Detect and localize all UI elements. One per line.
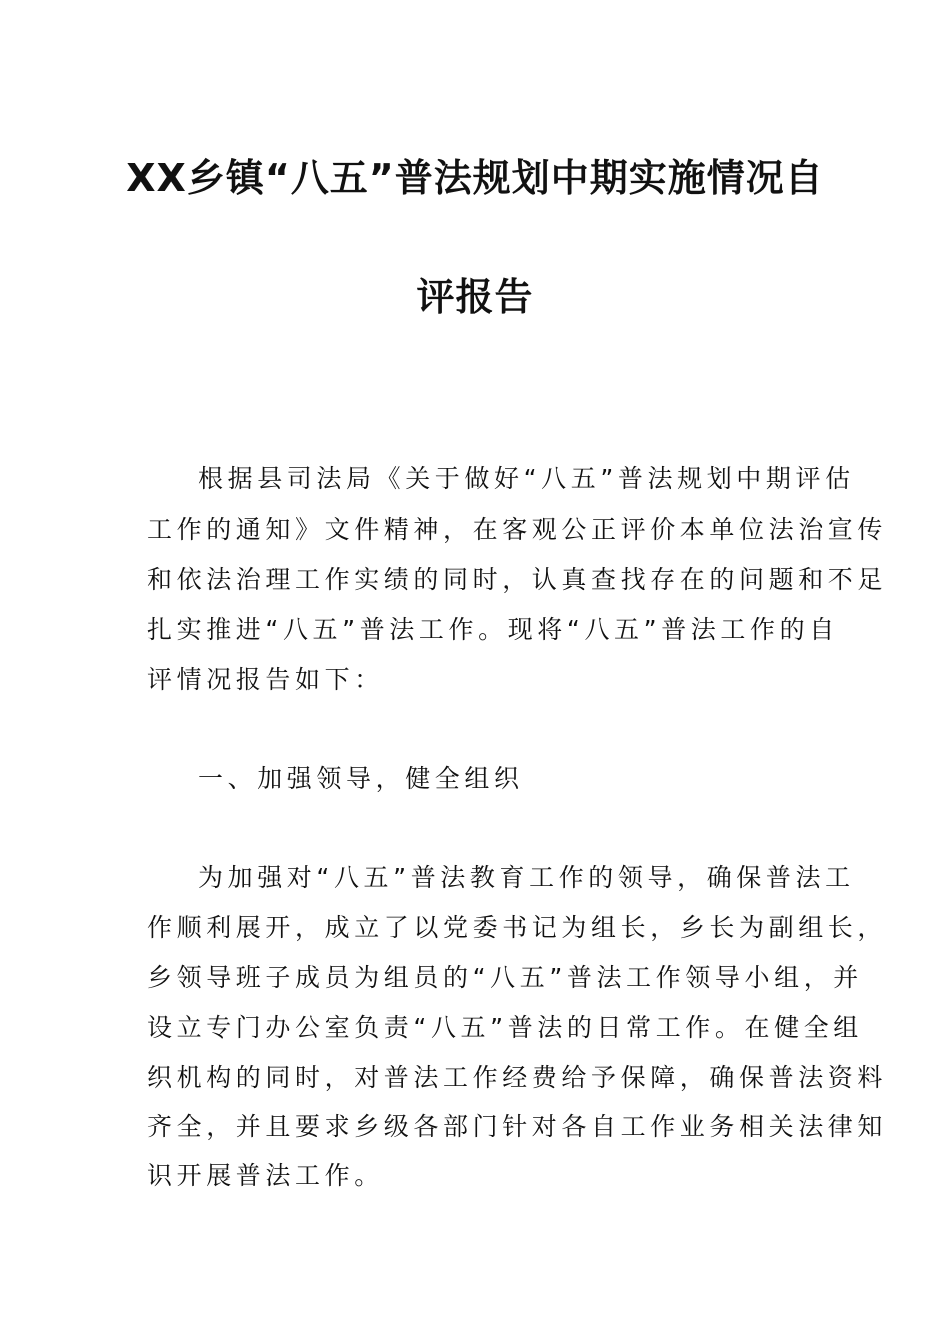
paragraph-2-line-1: 为加强对“八五”普法教育工作的领导，确保普法工 [198,863,855,892]
paragraph-2-line-5: 织机构的同时，对普法工作经费给予保障，确保普法资料 [147,1063,888,1092]
paragraph-1-line-4: 扎实推进“八五”普法工作。现将“八五”普法工作的自 [147,615,839,644]
document-title-line-2: 评报告 [416,275,534,319]
section-1-heading: 一、加强领导，健全组织 [198,764,524,793]
paragraph-1-line-3: 和依法治理工作实绩的同时，认真查找存在的问题和不足 [147,565,888,594]
paragraph-2-line-2: 作顺利展开，成立了以党委书记为组长，乡长为副组长， [147,913,888,942]
paragraph-2-line-7: 识开展普法工作。 [147,1161,384,1190]
paragraph-2-line-4: 设立专门办公室负责“八五”普法的日常工作。在健全组 [147,1013,863,1042]
paragraph-1-line-2: 工作的通知》文件精神，在客观公正评价本单位法治宣传 [147,515,888,544]
document-title-line-1: XX乡镇“八五”普法规划中期实施情况自 [126,156,824,200]
paragraph-2-line-3: 乡领导班子成员为组员的“八五”普法工作领导小组，并 [147,963,863,992]
paragraph-2-line-6: 齐全，并且要求乡级各部门针对各自工作业务相关法律知 [147,1112,888,1141]
paragraph-1-line-1: 根据县司法局《关于做好“八五”普法规划中期评估 [198,464,855,493]
paragraph-1-line-5: 评情况报告如下： [147,665,384,694]
